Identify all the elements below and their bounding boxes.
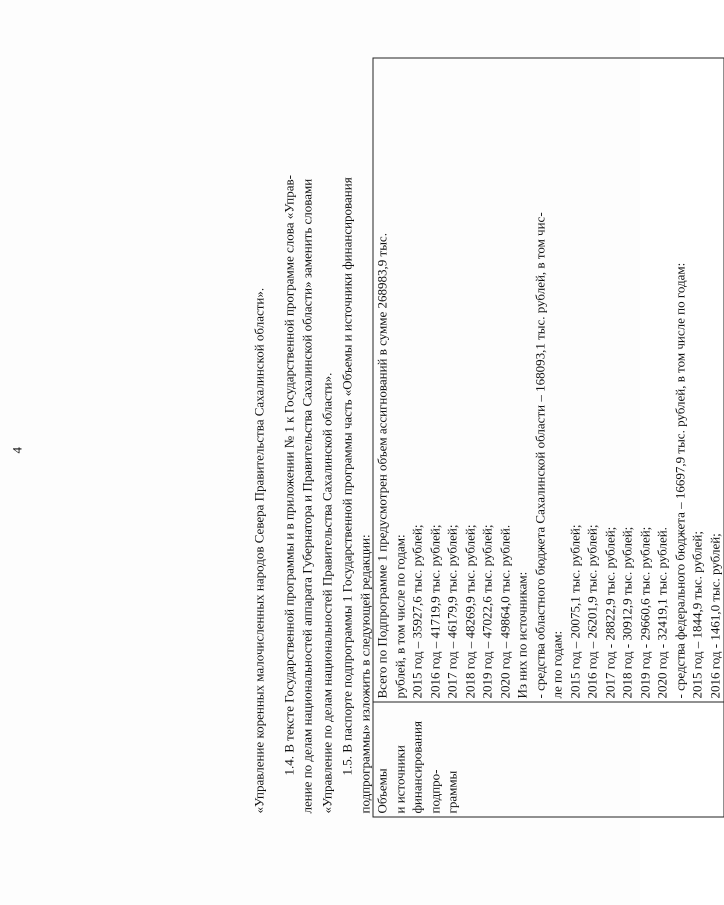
value-line: 2018 год – 48269,9 тыс. рублей; — [461, 524, 477, 698]
paragraph-line: ление по делам национальностей аппарата Губернатора и Правительства Сахалинской области» заменить словами — [299, 178, 314, 813]
value-line: 2017 год – 46179,9 тыс. рублей; — [444, 524, 459, 698]
paragraph-line: подпрограммы» изложить в следующей редакции: — [357, 533, 372, 813]
financing-table — [372, 57, 724, 817]
value-line: 2020 год - 32419,1 тыс. рублей. — [654, 526, 669, 698]
value-line: 2019 год - 29660,6 тыс. рублей; — [636, 526, 652, 698]
value-line: - средства областного бюджета Сахалинской области – 168093,1 тыс. рублей, в том чис- — [531, 211, 547, 698]
value-line: 2016 год – 26201,9 тыс. рублей; — [584, 524, 599, 698]
value-line: 2020 год – 49864,0 тыс. рублей. — [496, 524, 512, 698]
label-line: и источники — [391, 744, 407, 813]
paragraph-line: «Управление по делам национальностей Правительства Сахалинской области». — [319, 372, 334, 813]
label-line: финансирования подпро- — [409, 720, 442, 813]
label-line: граммы — [444, 770, 459, 813]
paragraph-line: «Управление коренных малочисленных народов Севера Правительства Сахалинской области». — [251, 287, 266, 813]
paragraph-line: 1.5. В паспорте подпрограммы 1 Государственной программы часть «Объемы и источники финансирования — [339, 176, 354, 775]
table-row — [373, 58, 724, 817]
value-line: 2017 год - 28822,9 тыс. рублей; — [601, 526, 617, 698]
value-line: 2015 год – 20075,1 тыс. рублей; — [566, 524, 582, 698]
value-line: 2015 год – 1844,9 тыс. рублей; — [689, 530, 704, 698]
value-line: 2018 год - 30912,9 тыс. рублей; — [619, 526, 634, 698]
value-line: ле по годам: — [549, 630, 564, 698]
value-line: - средства федерального бюджета – 16697,9 тыс. рублей, в том числе по годам: — [671, 262, 687, 698]
value-line: рублей, в том числе по годам: — [391, 533, 407, 698]
value-line: Из них по источникам: — [514, 571, 529, 698]
value-line: 2015 год – 35927,6 тыс. рублей; — [409, 524, 424, 698]
page-number: 4 — [9, 446, 24, 453]
table-label-cell — [373, 702, 724, 817]
paragraph-line: 1.4. В тексте Государственной программы и в приложении № 1 к Государственной программе слова «Управ- — [281, 174, 296, 775]
label-line: Объемы — [374, 767, 389, 813]
table-value-cell — [373, 58, 724, 702]
value-line: 2016 год – 41719,9 тыс. рублей; — [426, 524, 442, 698]
value-line: Всего по Подпрограмме 1 предусмотрен объем ассигнований в сумме 268983,9 тыс. — [374, 232, 389, 698]
value-line: 2016 год - 1461,0 тыс. рублей; — [706, 532, 722, 698]
value-line: 2019 год – 47022,6 тыс. рублей; — [479, 524, 494, 698]
